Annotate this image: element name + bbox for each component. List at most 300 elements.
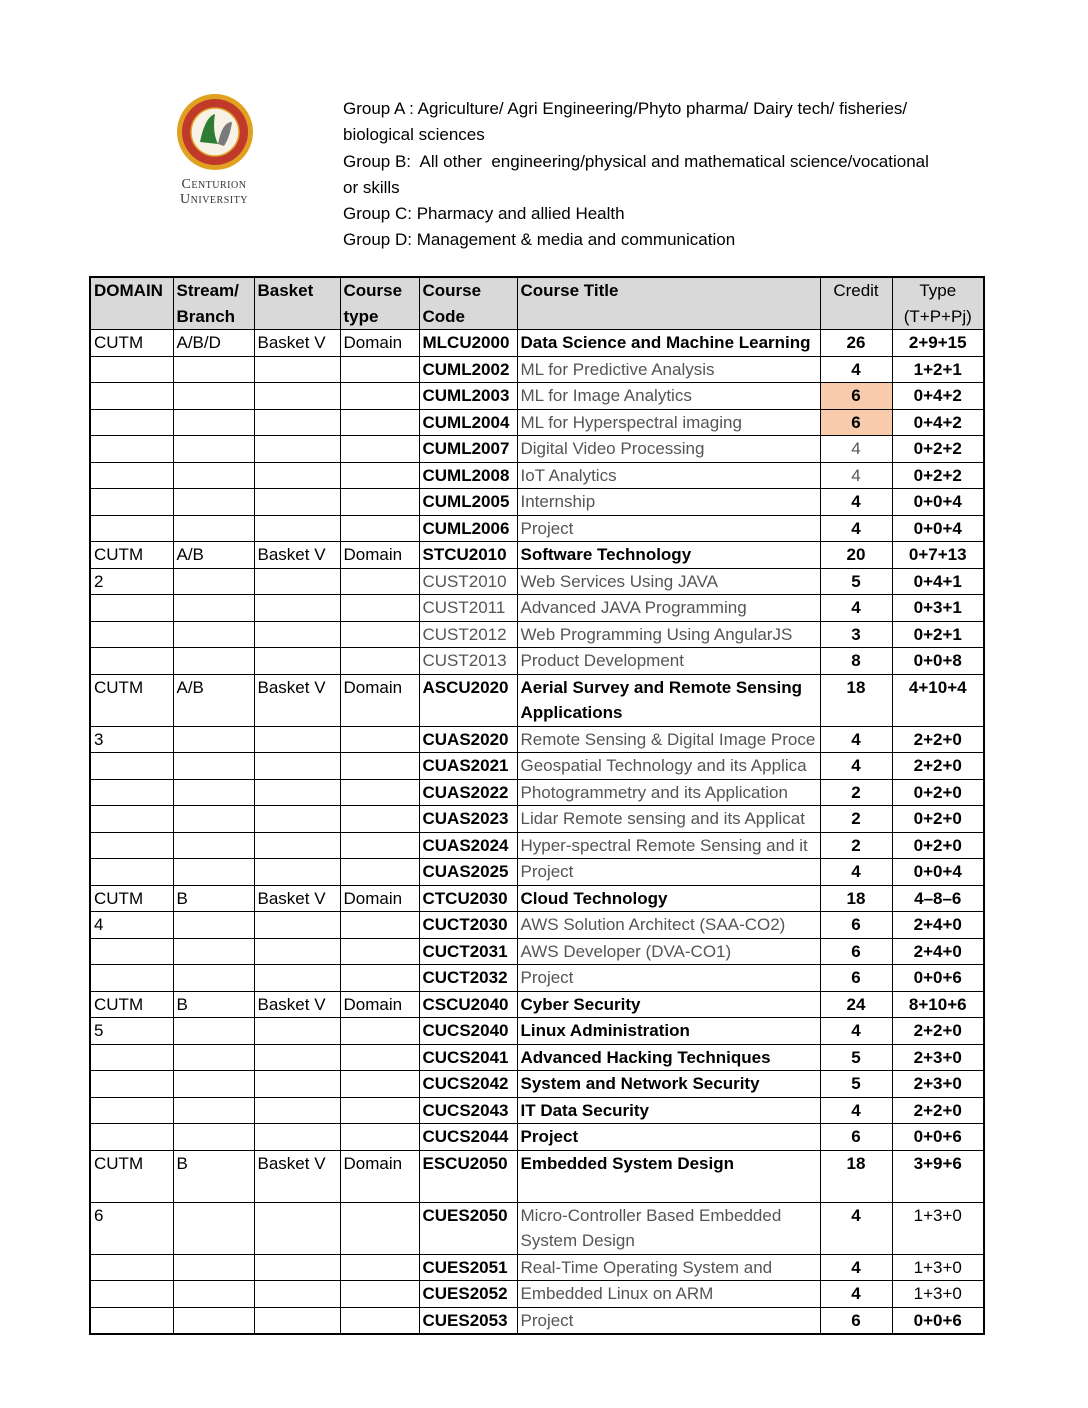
cell-basket [254, 832, 340, 859]
cell-course-title: Remote Sensing & Digital Image Proce [517, 726, 820, 753]
cell-stream: B [173, 991, 254, 1018]
cell-course-title: System and Network Security [517, 1071, 820, 1098]
cell-stream [173, 938, 254, 965]
cell-course-type [340, 753, 419, 780]
cell-course-title: AWS Solution Architect (SAA-CO2) [517, 912, 820, 939]
cell-course-type [340, 409, 419, 436]
cell-domain: CUTM [90, 1150, 173, 1202]
cell-type: 0+2+1 [892, 621, 984, 648]
cell-stream [173, 383, 254, 410]
domain-row [90, 674, 984, 726]
cell-domain [90, 515, 173, 542]
cell-type: 2+3+0 [892, 1071, 984, 1098]
cell-type: 0+0+4 [892, 859, 984, 886]
cell-type: 2+4+0 [892, 938, 984, 965]
cell-domain [90, 409, 173, 436]
cell-course-title: Project [517, 515, 820, 542]
domain-row [90, 542, 984, 569]
cell-course-title: Project [517, 1307, 820, 1334]
cell-domain [90, 1097, 173, 1124]
course-row [90, 1071, 984, 1098]
course-row [90, 1281, 984, 1308]
course-row [90, 1202, 984, 1254]
cell-course-type [340, 1124, 419, 1151]
cell-type: 1+2+1 [892, 356, 984, 383]
cell-course-code: CUCS2041 [419, 1044, 517, 1071]
course-row [90, 1254, 984, 1281]
cell-basket [254, 568, 340, 595]
cell-course-type [340, 1097, 419, 1124]
cell-course-code: CUES2050 [419, 1202, 517, 1254]
cell-course-code: CUCS2040 [419, 1018, 517, 1045]
cell-credit: 5 [820, 1071, 892, 1098]
course-row [90, 912, 984, 939]
course-row [90, 1018, 984, 1045]
cell-domain [90, 489, 173, 516]
cell-stream [173, 409, 254, 436]
cell-course-code: CUST2011 [419, 595, 517, 622]
domain-row [90, 885, 984, 912]
cell-course-code: CUML2004 [419, 409, 517, 436]
course-table-body [90, 330, 984, 1335]
cell-type: 2+2+0 [892, 1097, 984, 1124]
cell-course-title: Hyper-spectral Remote Sensing and it [517, 832, 820, 859]
cell-stream [173, 515, 254, 542]
cell-course-title: Embedded System Design [517, 1150, 820, 1202]
cell-course-code: STCU2010 [419, 542, 517, 569]
cell-course-code: MLCU2000 [419, 330, 517, 357]
cell-type: 0+3+1 [892, 595, 984, 622]
cell-course-type: Domain [340, 1150, 419, 1202]
cell-basket [254, 965, 340, 992]
cell-credit: 18 [820, 1150, 892, 1202]
cell-basket [254, 1307, 340, 1334]
course-table [89, 276, 985, 1335]
cell-course-title: Cyber Security [517, 991, 820, 1018]
cell-course-code: CUAS2021 [419, 753, 517, 780]
cell-basket [254, 1097, 340, 1124]
cell-course-type [340, 1044, 419, 1071]
cell-course-type [340, 912, 419, 939]
cell-course-title: Linux Administration [517, 1018, 820, 1045]
cell-course-type [340, 383, 419, 410]
cell-basket [254, 409, 340, 436]
cell-credit: 26 [820, 330, 892, 357]
cell-stream [173, 648, 254, 675]
cell-basket [254, 383, 340, 410]
cell-credit: 2 [820, 832, 892, 859]
cell-basket [254, 726, 340, 753]
cell-stream [173, 595, 254, 622]
cell-stream: A/B [173, 674, 254, 726]
cell-course-type [340, 1307, 419, 1334]
cell-credit: 4 [820, 1097, 892, 1124]
table-header-row [90, 277, 984, 330]
cell-type: 0+2+0 [892, 779, 984, 806]
cell-type: 1+3+0 [892, 1254, 984, 1281]
cell-domain [90, 1307, 173, 1334]
cell-course-title: Internship [517, 489, 820, 516]
header-course-type: Course type [340, 277, 419, 330]
cell-course-type [340, 515, 419, 542]
cell-stream [173, 1018, 254, 1045]
cell-domain: 5 [90, 1018, 173, 1045]
group-line: biological sciences [343, 125, 485, 145]
cell-course-type [340, 1254, 419, 1281]
cell-type: 0+0+6 [892, 965, 984, 992]
cell-course-code: CUAS2024 [419, 832, 517, 859]
cell-domain [90, 621, 173, 648]
cell-course-title: Lidar Remote sensing and its Applicat [517, 806, 820, 833]
cell-credit: 2 [820, 779, 892, 806]
course-row [90, 356, 984, 383]
cell-course-code: CUST2013 [419, 648, 517, 675]
cell-basket [254, 1254, 340, 1281]
cell-type: 0+0+8 [892, 648, 984, 675]
cell-credit: 24 [820, 991, 892, 1018]
cell-stream: B [173, 1150, 254, 1202]
cell-type: 2+9+15 [892, 330, 984, 357]
cell-credit: 6 [820, 409, 892, 436]
cell-course-title: Photogrammetry and its Application [517, 779, 820, 806]
cell-type: 2+2+0 [892, 1018, 984, 1045]
cell-basket [254, 859, 340, 886]
cell-type: 0+2+2 [892, 436, 984, 463]
course-row [90, 859, 984, 886]
cell-stream [173, 912, 254, 939]
cell-course-title: Advanced Hacking Techniques [517, 1044, 820, 1071]
cell-course-code: CUAS2022 [419, 779, 517, 806]
cell-type: 1+3+0 [892, 1281, 984, 1308]
cell-course-type [340, 1018, 419, 1045]
cell-course-code: CUAS2023 [419, 806, 517, 833]
cell-credit: 20 [820, 542, 892, 569]
cell-type: 2+4+0 [892, 912, 984, 939]
cell-credit: 4 [820, 859, 892, 886]
course-row [90, 462, 984, 489]
cell-course-type [340, 568, 419, 595]
cell-type: 0+0+6 [892, 1307, 984, 1334]
cell-domain: CUTM [90, 542, 173, 569]
cell-basket [254, 489, 340, 516]
cell-credit: 2 [820, 806, 892, 833]
cell-basket [254, 912, 340, 939]
cell-credit: 4 [820, 1281, 892, 1308]
cell-course-type [340, 938, 419, 965]
cell-type: 2+3+0 [892, 1044, 984, 1071]
cell-basket [254, 753, 340, 780]
cell-type: 0+0+6 [892, 1124, 984, 1151]
cell-domain: 2 [90, 568, 173, 595]
course-row [90, 621, 984, 648]
cell-course-type [340, 595, 419, 622]
cell-basket: Basket V [254, 330, 340, 357]
cell-domain [90, 1124, 173, 1151]
cell-basket [254, 515, 340, 542]
course-row [90, 779, 984, 806]
cell-stream [173, 436, 254, 463]
cell-type: 2+2+0 [892, 753, 984, 780]
cell-course-title: Software Technology [517, 542, 820, 569]
cell-domain: CUTM [90, 885, 173, 912]
cell-course-code: CUML2005 [419, 489, 517, 516]
cell-course-code: CUCT2031 [419, 938, 517, 965]
course-row [90, 938, 984, 965]
cell-stream: A/B/D [173, 330, 254, 357]
cell-basket: Basket V [254, 542, 340, 569]
cell-credit: 4 [820, 489, 892, 516]
group-line: Group D: Management & media and communication [343, 230, 736, 250]
cell-course-code: ESCU2050 [419, 1150, 517, 1202]
cell-credit: 4 [820, 595, 892, 622]
cell-basket [254, 779, 340, 806]
cell-course-code: CSCU2040 [419, 991, 517, 1018]
cell-stream [173, 1071, 254, 1098]
cell-domain [90, 356, 173, 383]
header-domain: DOMAIN [90, 277, 173, 330]
cell-basket [254, 1202, 340, 1254]
cell-stream [173, 1097, 254, 1124]
cell-type: 2+2+0 [892, 726, 984, 753]
group-line: Group B: All other engineering/physical and mathematical science/vocational [343, 151, 929, 171]
cell-credit: 4 [820, 726, 892, 753]
group-line: Group A : Agriculture/ Agri Engineering/Phyto pharma/ Dairy tech/ fisheries/ [343, 99, 908, 118]
cell-course-code: ASCU2020 [419, 674, 517, 726]
cell-domain: 6 [90, 1202, 173, 1254]
cell-domain [90, 1071, 173, 1098]
cell-course-title: ML for Hyperspectral imaging [517, 409, 820, 436]
cell-domain [90, 832, 173, 859]
cell-course-title: Project [517, 859, 820, 886]
cell-credit: 18 [820, 674, 892, 726]
cell-course-title: ML for Predictive Analysis [517, 356, 820, 383]
cell-course-title: Data Science and Machine Learning [517, 330, 820, 357]
cell-credit: 4 [820, 462, 892, 489]
cell-domain [90, 648, 173, 675]
course-row [90, 648, 984, 675]
cell-basket: Basket V [254, 991, 340, 1018]
course-row [90, 726, 984, 753]
cell-credit: 5 [820, 1044, 892, 1071]
cell-stream [173, 356, 254, 383]
cell-credit: 3 [820, 621, 892, 648]
cell-domain [90, 462, 173, 489]
cell-stream [173, 489, 254, 516]
course-row [90, 1097, 984, 1124]
cell-stream [173, 806, 254, 833]
course-row [90, 515, 984, 542]
wordmark-line-1: Centurion [181, 177, 247, 192]
cell-credit: 18 [820, 885, 892, 912]
cell-course-title: Aerial Survey and Remote Sensing Applications [517, 674, 820, 726]
cell-domain [90, 1254, 173, 1281]
cell-course-type: Domain [340, 330, 419, 357]
wordmark-line-2: University [180, 192, 248, 207]
header-course-code: Course Code [419, 277, 517, 330]
cell-course-code: CUST2012 [419, 621, 517, 648]
cell-basket [254, 621, 340, 648]
domain-row [90, 1150, 984, 1202]
course-row [90, 595, 984, 622]
cell-basket [254, 595, 340, 622]
course-row [90, 436, 984, 463]
course-row [90, 1124, 984, 1151]
cell-stream [173, 462, 254, 489]
cell-course-title: Micro-Controller Based Embedded System Design [517, 1202, 820, 1254]
university-seal-icon [160, 92, 270, 182]
cell-stream [173, 1124, 254, 1151]
cell-type: 0+4+1 [892, 568, 984, 595]
course-row [90, 383, 984, 410]
cell-basket [254, 648, 340, 675]
cell-course-type [340, 726, 419, 753]
cell-course-type [340, 1202, 419, 1254]
cell-type: 4–8–6 [892, 885, 984, 912]
cell-basket [254, 1044, 340, 1071]
domain-row [90, 330, 984, 357]
cell-course-type: Domain [340, 542, 419, 569]
cell-stream [173, 832, 254, 859]
cell-credit: 4 [820, 1254, 892, 1281]
course-row [90, 489, 984, 516]
cell-course-title: Digital Video Processing [517, 436, 820, 463]
cell-domain: CUTM [90, 674, 173, 726]
cell-credit: 8 [820, 648, 892, 675]
group-line: Group C: Pharmacy and allied Health [343, 204, 625, 224]
cell-course-type [340, 1071, 419, 1098]
cell-credit: 5 [820, 568, 892, 595]
cell-type: 0+4+2 [892, 409, 984, 436]
cell-domain [90, 965, 173, 992]
cell-course-type [340, 832, 419, 859]
header-stream: Stream/ Branch [173, 277, 254, 330]
cell-course-code: CUML2008 [419, 462, 517, 489]
cell-course-code: CUCS2043 [419, 1097, 517, 1124]
cell-credit: 6 [820, 965, 892, 992]
cell-course-title: IT Data Security [517, 1097, 820, 1124]
cell-credit: 6 [820, 912, 892, 939]
cell-course-title: Project [517, 965, 820, 992]
cell-domain: CUTM [90, 991, 173, 1018]
cell-type: 0+2+0 [892, 832, 984, 859]
cell-stream [173, 859, 254, 886]
cell-basket [254, 1071, 340, 1098]
cell-type: 0+2+0 [892, 806, 984, 833]
cell-course-title: Web Programming Using AngularJS [517, 621, 820, 648]
cell-domain: 3 [90, 726, 173, 753]
header-course-title: Course Title [517, 277, 820, 330]
cell-basket: Basket V [254, 674, 340, 726]
cell-course-title: AWS Developer (DVA-CO1) [517, 938, 820, 965]
cell-credit: 6 [820, 383, 892, 410]
cell-course-code: CUML2007 [419, 436, 517, 463]
cell-course-type [340, 489, 419, 516]
cell-type: 1+3+0 [892, 1202, 984, 1254]
cell-credit: 4 [820, 1018, 892, 1045]
cell-course-type [340, 1281, 419, 1308]
cell-basket [254, 462, 340, 489]
cell-basket: Basket V [254, 885, 340, 912]
cell-course-type [340, 806, 419, 833]
cell-domain: 4 [90, 912, 173, 939]
cell-course-code: CUCS2042 [419, 1071, 517, 1098]
cell-course-type [340, 621, 419, 648]
cell-course-code: CTCU2030 [419, 885, 517, 912]
header-type: Type (T+P+Pj) [892, 277, 984, 330]
cell-stream [173, 1307, 254, 1334]
cell-course-code: CUAS2020 [419, 726, 517, 753]
cell-course-type [340, 356, 419, 383]
cell-type: 4+10+4 [892, 674, 984, 726]
cell-course-title: Cloud Technology [517, 885, 820, 912]
cell-course-type [340, 779, 419, 806]
cell-basket [254, 1281, 340, 1308]
cell-course-code: CUES2052 [419, 1281, 517, 1308]
cell-stream: B [173, 885, 254, 912]
cell-credit: 4 [820, 515, 892, 542]
cell-domain [90, 938, 173, 965]
cell-course-title: Real-Time Operating System and [517, 1254, 820, 1281]
cell-course-code: CUAS2025 [419, 859, 517, 886]
cell-basket [254, 938, 340, 965]
cell-basket: Basket V [254, 1150, 340, 1202]
cell-type: 8+10+6 [892, 991, 984, 1018]
cell-type: 0+7+13 [892, 542, 984, 569]
group-line: or skills [343, 177, 400, 197]
cell-course-code: CUCT2030 [419, 912, 517, 939]
cell-course-title: Geospatial Technology and its Applica [517, 753, 820, 780]
cell-course-type: Domain [340, 885, 419, 912]
cell-domain [90, 859, 173, 886]
cell-course-title: IoT Analytics [517, 462, 820, 489]
cell-stream [173, 568, 254, 595]
cell-credit: 4 [820, 356, 892, 383]
cell-credit: 4 [820, 1202, 892, 1254]
cell-credit: 6 [820, 1124, 892, 1151]
cell-stream [173, 1202, 254, 1254]
cell-course-title: Advanced JAVA Programming [517, 595, 820, 622]
cell-course-type [340, 462, 419, 489]
course-row [90, 568, 984, 595]
cell-credit: 6 [820, 1307, 892, 1334]
cell-course-code: CUML2006 [419, 515, 517, 542]
cell-domain [90, 806, 173, 833]
course-row [90, 965, 984, 992]
cell-stream [173, 1254, 254, 1281]
cell-course-title: Project [517, 1124, 820, 1151]
cell-stream [173, 1044, 254, 1071]
cell-course-type: Domain [340, 991, 419, 1018]
cell-course-type [340, 436, 419, 463]
cell-type: 0+4+2 [892, 383, 984, 410]
cell-course-code: CUCS2044 [419, 1124, 517, 1151]
cell-course-title: Embedded Linux on ARM [517, 1281, 820, 1308]
cell-stream: A/B [173, 542, 254, 569]
course-row [90, 806, 984, 833]
course-row [90, 753, 984, 780]
cell-domain [90, 753, 173, 780]
cell-course-title: ML for Image Analytics [517, 383, 820, 410]
cell-type: 0+2+2 [892, 462, 984, 489]
cell-course-code: CUES2053 [419, 1307, 517, 1334]
course-row [90, 1044, 984, 1071]
cell-basket [254, 436, 340, 463]
cell-course-code: CUML2003 [419, 383, 517, 410]
cell-stream [173, 621, 254, 648]
cell-course-type [340, 648, 419, 675]
cell-credit: 6 [820, 938, 892, 965]
cell-stream [173, 965, 254, 992]
